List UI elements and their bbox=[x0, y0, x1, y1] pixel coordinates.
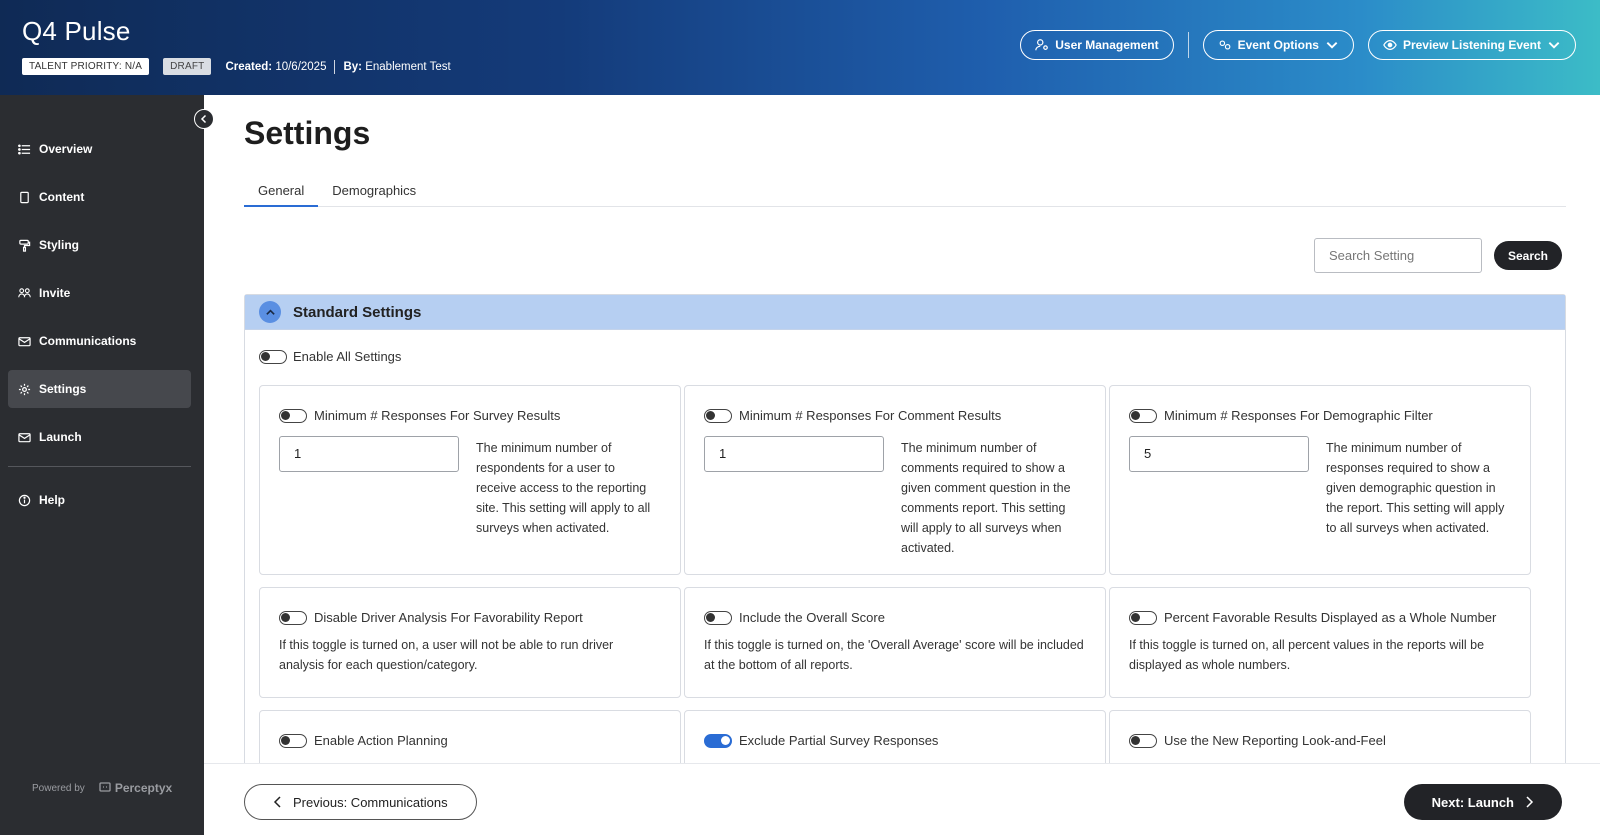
setting-label: Percent Favorable Results Displayed as a Whole Number bbox=[1164, 610, 1497, 625]
by-label: By: bbox=[343, 60, 363, 73]
setting-toggle[interactable] bbox=[279, 409, 307, 423]
search-button[interactable]: Search bbox=[1494, 241, 1562, 270]
created-label: Created: bbox=[225, 60, 273, 73]
list-icon bbox=[18, 143, 31, 156]
setting-card bbox=[1109, 385, 1531, 575]
meta-divider bbox=[334, 60, 335, 74]
preview-label: Preview Listening Event bbox=[1402, 38, 1541, 52]
sidebar-item-label: Launch bbox=[39, 430, 82, 444]
previous-button[interactable] bbox=[244, 784, 477, 820]
brand-name: Perceptyx bbox=[114, 781, 173, 795]
header-divider bbox=[1188, 32, 1189, 58]
setting-card bbox=[259, 587, 681, 698]
chevron-right-icon bbox=[1524, 796, 1534, 808]
enable-all-settings bbox=[259, 349, 401, 364]
event-title: Q4 Pulse bbox=[22, 16, 131, 46]
preview-listening-event-button[interactable] bbox=[1368, 30, 1576, 60]
document-icon bbox=[18, 191, 31, 204]
setting-card bbox=[684, 385, 1106, 575]
talent-priority-badge: TALENT PRIORITY: N/A bbox=[22, 58, 149, 75]
setting-toggle[interactable] bbox=[279, 611, 307, 625]
next-label: Next: Launch bbox=[1431, 794, 1514, 810]
main-content bbox=[204, 95, 1600, 763]
mail-icon bbox=[18, 335, 31, 348]
sidebar-item-label: Communications bbox=[39, 334, 137, 348]
info-icon bbox=[18, 494, 31, 507]
sidebar-item-help[interactable] bbox=[8, 481, 191, 519]
sidebar-item-content[interactable] bbox=[8, 178, 191, 216]
user-management-button[interactable] bbox=[1020, 30, 1173, 60]
event-meta bbox=[22, 58, 451, 75]
footer-navigation bbox=[204, 763, 1600, 835]
sidebar-item-label: Styling bbox=[39, 238, 80, 252]
sidebar-item-styling[interactable] bbox=[8, 226, 191, 264]
sidebar-nav bbox=[8, 130, 191, 529]
setting-toggle[interactable] bbox=[1129, 611, 1157, 625]
setting-label: Minimum # Responses For Comment Results bbox=[739, 408, 1002, 423]
event-options-label: Event Options bbox=[1237, 38, 1319, 52]
setting-label: Disable Driver Analysis For Favorability Report bbox=[314, 610, 583, 625]
mail-icon bbox=[18, 431, 31, 444]
enable-all-label: Enable All Settings bbox=[293, 349, 402, 364]
setting-description: The minimum number of responses required to show a given demographic question in the report. This setting will apply to all surveys when activated. bbox=[1326, 441, 1505, 535]
setting-value-input[interactable]: 1 bbox=[279, 436, 459, 472]
setting-card bbox=[684, 587, 1106, 698]
panel-title: Standard Settings bbox=[293, 303, 422, 321]
sidebar-item-overview[interactable] bbox=[8, 130, 191, 168]
setting-toggle[interactable] bbox=[704, 734, 732, 748]
setting-label: Include the Overall Score bbox=[739, 610, 885, 625]
created-info bbox=[225, 61, 326, 73]
page-title: Settings bbox=[244, 115, 371, 151]
created-value: 10/6/2025 bbox=[275, 60, 327, 73]
users-icon bbox=[18, 287, 31, 300]
panel-header[interactable] bbox=[245, 295, 1565, 330]
setting-value-input[interactable]: 5 bbox=[1129, 436, 1309, 472]
previous-label: Previous: Communications bbox=[293, 794, 448, 810]
setting-label: Minimum # Responses For Survey Results bbox=[314, 408, 561, 423]
sidebar-collapse-button[interactable] bbox=[194, 109, 214, 129]
perceptyx-logo-icon bbox=[99, 782, 111, 794]
setting-toggle[interactable] bbox=[704, 611, 732, 625]
sidebar-item-label: Invite bbox=[39, 286, 71, 300]
user-gear-icon bbox=[1035, 38, 1049, 52]
sidebar-item-launch[interactable] bbox=[8, 418, 191, 456]
chevron-left-icon bbox=[199, 114, 209, 124]
sidebar-item-label: Help bbox=[39, 493, 66, 507]
gear-icon bbox=[18, 383, 31, 396]
sidebar-item-label: Content bbox=[39, 190, 85, 204]
setting-card bbox=[259, 710, 681, 763]
collapse-panel-button[interactable] bbox=[259, 301, 281, 323]
chevron-up-icon bbox=[265, 307, 276, 318]
settings-tabs bbox=[244, 175, 1566, 207]
setting-card bbox=[1109, 587, 1531, 698]
sidebar-item-label: Overview bbox=[39, 142, 93, 156]
setting-label: Exclude Partial Survey Responses bbox=[739, 733, 939, 748]
by-value: Enablement Test bbox=[365, 60, 451, 73]
event-options-button[interactable] bbox=[1203, 30, 1354, 60]
header-actions bbox=[1020, 30, 1576, 60]
search-input[interactable] bbox=[1314, 238, 1482, 273]
tab-general[interactable]: General bbox=[244, 175, 318, 207]
author-info bbox=[343, 61, 450, 73]
setting-description: The minimum number of comments required to show a given comment question in the comments report. This setting will apply to all surveys when activated. bbox=[901, 441, 1071, 555]
next-button[interactable] bbox=[1404, 784, 1562, 820]
standard-settings-panel bbox=[244, 294, 1566, 763]
setting-card bbox=[1109, 710, 1531, 763]
powered-by-label: Powered by bbox=[32, 782, 85, 794]
eye-icon bbox=[1383, 38, 1397, 52]
sidebar-divider bbox=[8, 466, 191, 467]
setting-card bbox=[684, 710, 1106, 763]
setting-description: If this toggle is turned on, all percent values in the reports will be displayed as whole numbers. bbox=[1129, 638, 1485, 672]
sidebar-item-communications[interactable] bbox=[8, 322, 191, 360]
setting-description: If this toggle is turned on, a user will not be able to run driver analysis for each question/category. bbox=[279, 638, 614, 672]
setting-label: Enable Action Planning bbox=[314, 733, 448, 748]
top-header bbox=[0, 0, 1600, 95]
setting-toggle[interactable] bbox=[279, 734, 307, 748]
enable-all-toggle[interactable] bbox=[259, 350, 287, 364]
paint-roller-icon bbox=[18, 239, 31, 252]
gears-icon bbox=[1218, 38, 1232, 52]
setting-toggle[interactable] bbox=[704, 409, 732, 423]
setting-label: Use the New Reporting Look-and-Feel bbox=[1164, 733, 1386, 748]
sidebar bbox=[0, 95, 204, 835]
settings-search bbox=[1314, 238, 1562, 273]
sidebar-item-settings[interactable] bbox=[8, 370, 191, 408]
tab-demographics[interactable]: Demographics bbox=[332, 183, 417, 198]
setting-toggle[interactable] bbox=[1129, 409, 1157, 423]
chevron-left-icon bbox=[273, 796, 283, 808]
setting-value-input[interactable]: 1 bbox=[704, 436, 884, 472]
setting-toggle[interactable] bbox=[1129, 734, 1157, 748]
setting-label: Minimum # Responses For Demographic Filter bbox=[1164, 408, 1433, 423]
setting-card bbox=[259, 385, 681, 575]
status-badge: DRAFT bbox=[163, 58, 211, 75]
user-management-label: User Management bbox=[1055, 38, 1159, 52]
setting-description: The minimum number of respondents for a user to receive access to the reporting site. This setting will apply to all surveys when activated. bbox=[476, 441, 651, 535]
powered-by bbox=[32, 781, 172, 795]
perceptyx-logo bbox=[99, 781, 172, 795]
sidebar-item-invite[interactable] bbox=[8, 274, 191, 312]
chevron-down-icon bbox=[1325, 38, 1339, 52]
chevron-down-icon bbox=[1547, 38, 1561, 52]
sidebar-item-label: Settings bbox=[39, 382, 87, 396]
setting-description: If this toggle is turned on, the 'Overall Average' score will be included at the bottom of all reports. bbox=[704, 638, 1084, 672]
